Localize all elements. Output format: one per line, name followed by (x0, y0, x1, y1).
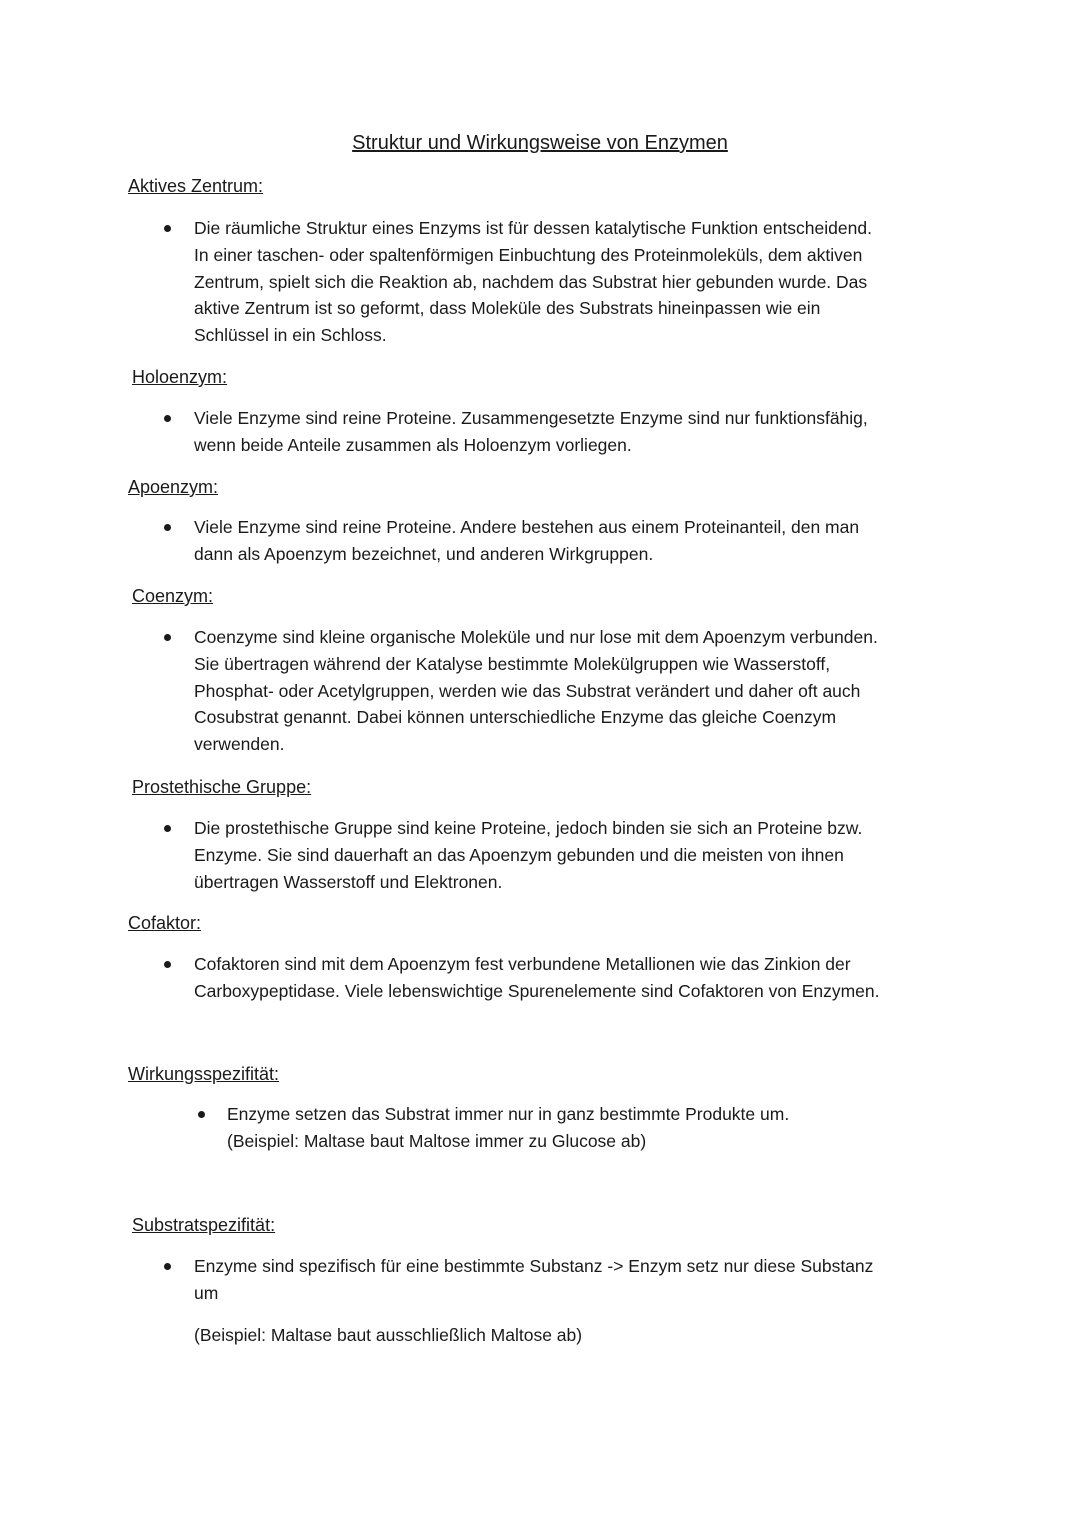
text-line: um (194, 1282, 219, 1303)
heading-wirkungsspezifitaet: Wirkungsspezifität: (128, 1064, 280, 1084)
heading-substratspezifitaet: Substratspezifität: (132, 1215, 276, 1235)
heading-coenzym: Coenzym: (132, 586, 214, 606)
text-line: In einer taschen- oder spaltenförmigen Einbuchtung des Proteinmoleküls, dem aktiven (194, 244, 863, 265)
text-line: aktive Zentrum ist so geformt, dass Moleküle des Substrats hineinpassen wie ein (194, 298, 821, 319)
heading-aktives-zentrum: Aktives Zentrum: (128, 176, 264, 196)
text-line: Enzyme. Sie sind dauerhaft an das Apoenzym gebunden und die meisten von ihnen (194, 844, 844, 865)
text-line: Die räumliche Struktur eines Enzyms ist für dessen katalytische Funktion entscheidend. (194, 218, 872, 238)
heading-cofaktor: Cofaktor: (128, 913, 202, 933)
heading-holoenzym: Holoenzym: (132, 367, 228, 387)
paragraph-holoenzym (194, 405, 868, 459)
bullet-icon (164, 225, 171, 232)
text-line: Zentrum, spielt sich die Reaktion ab, nachdem das Substrat hier gebunden wurde. Das (194, 271, 868, 292)
bullet-icon (164, 415, 171, 422)
text-line: Sie übertragen während der Katalyse bestimmte Molekülgruppen wie Wasserstoff, (194, 653, 831, 674)
paragraph-cofaktor (194, 951, 880, 1005)
text-line: Phosphat- oder Acetylgruppen, werden wie das Substrat verändert und daher oft auch (194, 680, 861, 701)
bullet-icon (164, 961, 171, 968)
text-line: Die prostethische Gruppe sind keine Proteine, jedoch binden sie sich an Proteine bzw. (194, 818, 863, 838)
paragraph-wirkungsspezifitaet (227, 1101, 789, 1155)
heading-prostethische-gruppe: Prostethische Gruppe: (132, 777, 312, 797)
text-line: Enzyme setzen das Substrat immer nur in ganz bestimmte Produkte um. (227, 1104, 790, 1124)
text-line: Viele Enzyme sind reine Proteine. Zusammengesetzte Enzyme sind nur funktionsfähig, (194, 408, 868, 428)
text-line: Schlüssel in ein Schloss. (194, 325, 387, 346)
text-line: dann als Apoenzym bezeichnet, und anderen Wirkgruppen. (194, 543, 654, 564)
bullet-icon (164, 1263, 171, 1270)
text-line: Carboxypeptidase. Viele lebenswichtige Spurenelemente sind Cofaktoren von Enzymen. (194, 980, 880, 1001)
bullet-icon (164, 524, 171, 531)
paragraph-coenzym (194, 624, 878, 758)
text-line: Cofaktoren sind mit dem Apoenzym fest verbundene Metallionen wie das Zinkion der (194, 954, 851, 974)
text-line: Enzyme sind spezifisch für eine bestimmte Substanz -> Enzym setz nur diese Substanz (194, 1256, 874, 1276)
paragraph-prostethische-gruppe (194, 815, 862, 895)
text-line: Viele Enzyme sind reine Proteine. Andere bestehen aus einem Proteinanteil, den man (194, 517, 860, 537)
heading-apoenzym: Apoenzym: (128, 477, 219, 497)
bullet-icon (164, 825, 171, 832)
text-line: wenn beide Anteile zusammen als Holoenzym vorliegen. (194, 434, 632, 455)
text-line: (Beispiel: Maltase baut Maltose immer zu Glucose ab) (227, 1130, 647, 1151)
text-line: verwenden. (194, 734, 285, 755)
paragraph-substratspezifitaet (194, 1253, 873, 1307)
text-line: Coenzyme sind kleine organische Moleküle und nur lose mit dem Apoenzym verbunden. (194, 627, 878, 647)
document-title: Struktur und Wirkungsweise von Enzymen (352, 132, 728, 154)
bullet-icon (164, 634, 171, 641)
text-line: übertragen Wasserstoff und Elektronen. (194, 871, 503, 892)
text-line: Cosubstrat genannt. Dabei können unterschiedliche Enzyme das gleiche Coenzym (194, 707, 837, 728)
paragraph-aktives-zentrum (194, 215, 872, 349)
bullet-icon (198, 1111, 205, 1118)
paragraph-apoenzym (194, 514, 859, 568)
example-note-substratspezifitaet: (Beispiel: Maltase baut ausschließlich Maltose ab) (194, 1325, 583, 1345)
